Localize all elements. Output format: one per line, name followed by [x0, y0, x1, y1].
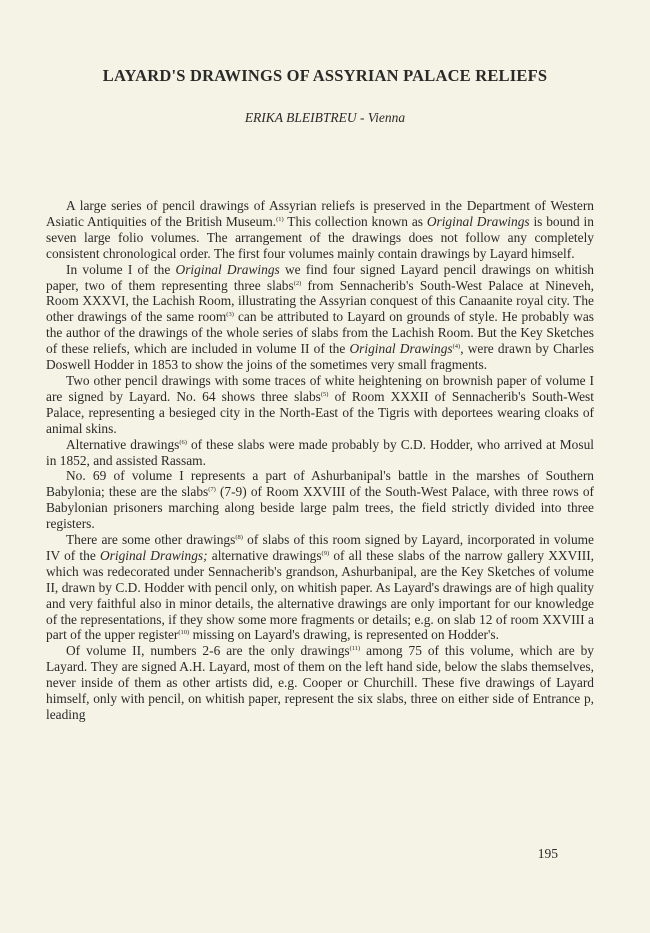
text-run: of these slabs were made probably by C.D. Hodder, who arrived at Mosul in 1852, and assisted Rassam.: [46, 436, 594, 468]
footnote-ref: (7): [208, 486, 216, 494]
italic-title: Original Drawings: [426, 213, 530, 229]
text-run: There are some other drawings: [66, 532, 236, 548]
paragraph: [46, 643, 594, 723]
text-run: of slabs of this room signed by Layard, incorporated in volume IV of the: [46, 532, 594, 563]
text-run: (7-9) of Room XXVIII of the South-West Palace, with three rows of Babylonian prisoners marching along beside large palm trees, the field strictly divided into three registers.: [46, 484, 594, 532]
italic-title: Original Drawings;: [99, 547, 208, 563]
text-run: among 75 of this volume, which are by Layard. They are signed A.H. Layard, most of them on the left hand side, below the slabs themselves, never inside of them as other artists did, e.g. Cooper or Churchill. These five drawings of Layard himself, only with pencil, on whitish paper, represent the six slabs, three on either side of Entrance p, leading: [46, 643, 594, 722]
paragraph: [46, 373, 594, 437]
text-run: alternative drawings: [207, 547, 322, 563]
text-run: A large series of pencil drawings of Assyrian reliefs is preserved in the Department of Western Asiatic Antiquities of the British Museum.: [46, 198, 594, 229]
footnote-ref: (3): [226, 311, 234, 319]
footnote-ref: (6): [179, 438, 187, 446]
footnote-ref: (4): [452, 343, 461, 351]
paragraph: [46, 437, 594, 469]
text-run: No. 69 of volume I represents a part of Ashurbanipal's battle in the marshes of Southern Babylonia; these are the slabs: [46, 468, 594, 500]
text-run: of all these slabs of the narrow gallery XXVIII, which was redecorated under Sennacherib's grandson, Ashurbanipal, are the Key Sketches of volume II, drawn by C.D. Hodder with pencil only, on whitish paper. As Layard's drawings are of high quality and very faithful also in minor details, the alternative drawings are only important for our knowledge of the representations, if they show some more fragments or details; e.g. on slab 12 of room XXVIII a part of the upper register: [46, 547, 594, 643]
text-run: In volume I of the: [66, 261, 176, 277]
footnote-ref: (8): [235, 534, 243, 542]
paragraph: [46, 468, 594, 532]
text-run: we find four signed Layard pencil drawings on whitish paper, two of them representing three slabs: [46, 261, 595, 293]
text-run: This collection known as: [283, 213, 427, 229]
text-run: Two other pencil drawings with some traces of white heightening on brownish paper of volume I are signed by Layard. No. 64 shows three slabs: [46, 372, 594, 404]
italic-title: Original Drawings: [175, 261, 280, 277]
text-run: , were drawn by Charles Doswell Hodder in 1853 to show the joins of the sometimes very small fragments.: [46, 341, 594, 373]
italic-title: Original Drawings: [349, 341, 453, 357]
footnote-ref: (1): [276, 215, 284, 223]
footnote-ref: (9): [321, 549, 330, 557]
article-title: LAYARD'S DRAWINGS OF ASSYRIAN PALACE RELIEFS: [102, 66, 548, 85]
text-run: from Sennacherib's South-West Palace at Nineveh, Room XXXVI, the Lachish Room, illustrating the Assyrian conquest of this Canaanite royal city. The other drawings of the same room: [46, 277, 595, 325]
footnote-ref: (10): [178, 629, 190, 637]
text-run: missing on Layard's drawing, is represented on Hodder's.: [189, 627, 499, 643]
footnote-ref: (11): [349, 645, 361, 653]
author-line: ERIKA BLEIBTREU - Vienna: [244, 110, 406, 125]
paragraph: [46, 532, 594, 643]
paragraph: [46, 262, 594, 373]
footnote-ref: (5): [320, 390, 329, 398]
text-run: can be attributed to Layard on grounds of style. He probably was the author of the drawings of the whole series of slabs from the Lachish Room. But the Key Sketches of these reliefs, which are included in volume II of the: [46, 309, 595, 357]
text-run: of Room XXXII of Sennacherib's South-West Palace, representing a besieged city in the North-East of the Tigris with deportees wearing cloaks of animal skins.: [46, 388, 594, 436]
paragraph: [46, 198, 594, 262]
text-run: Alternative drawings: [66, 436, 180, 452]
text-run: Of volume II, numbers 2-6 are the only drawings: [66, 643, 350, 659]
page-number: 195: [537, 846, 558, 861]
footnote-ref: (2): [293, 279, 302, 287]
text-run: is bound in seven large folio volumes. The arrangement of the drawings does not follow any completely consistent chronological order. The first four volumes mainly contain drawings by Layard himself.: [46, 213, 594, 261]
article-body: [46, 198, 594, 723]
